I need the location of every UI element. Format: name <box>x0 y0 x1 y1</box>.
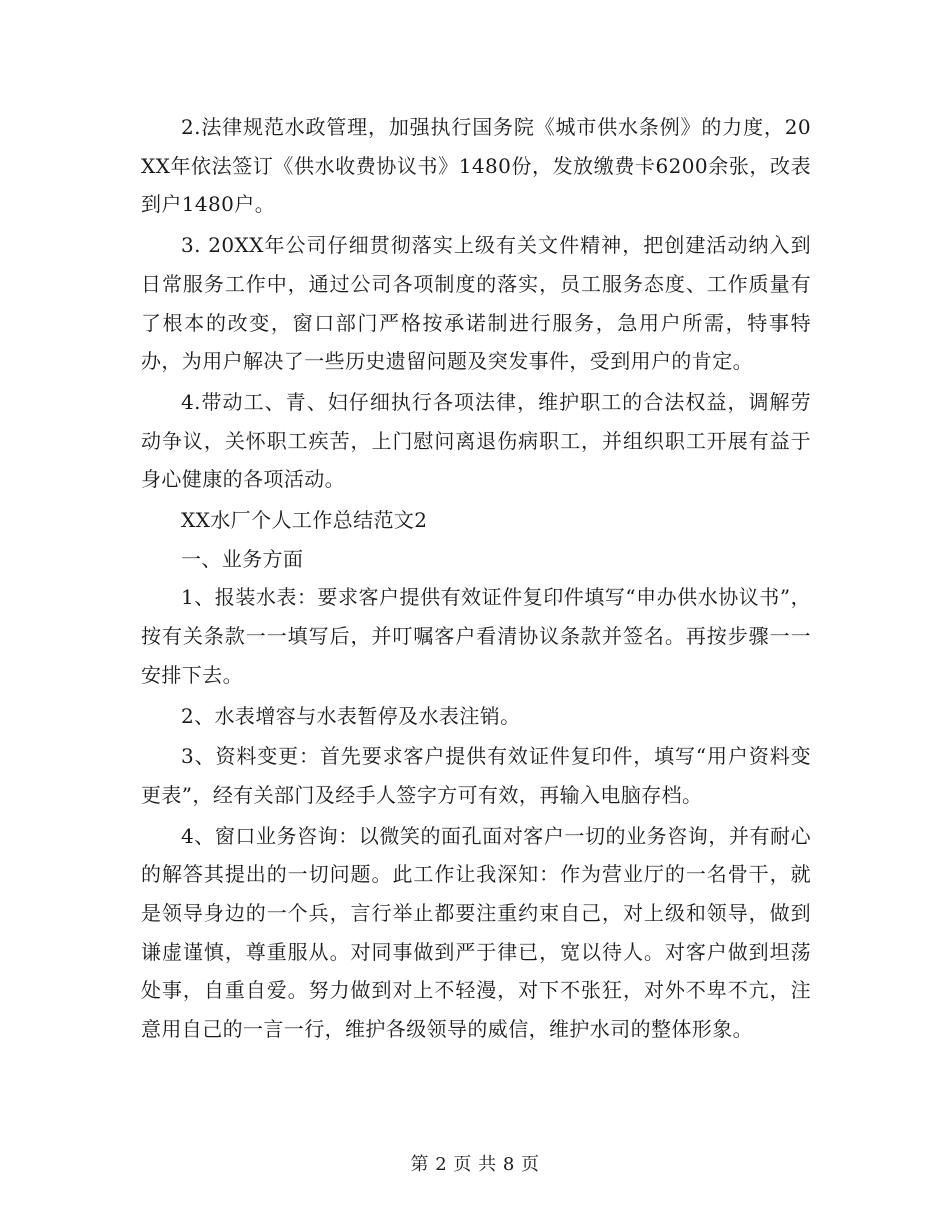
page-number-footer: 第 2 页 共 8 页 <box>410 1154 540 1175</box>
section-title: XX水厂个人工作总结范文2 <box>181 508 428 533</box>
paragraph-meter-changes: 2、水表增容与水表暂停及水表注销。 <box>181 703 521 728</box>
subsection-title-business: 一、业务方面 <box>181 546 304 571</box>
paragraph-window-consulting: 4、窗口业务咨询：以微笑的面孔面对客户一切的业务咨询，并有耐心的解答其提出的一切问题。此工作让我深知：作为营业厅的一名骨干，就是领导身边的一个兵，言行举止都要注重约束自己，对上级和领导，做到谦虚谨慎，尊重服从。对同事做到严于律已，宽以待人。对客户做到坦荡处事，自重自爱。努力做到对上不轻漫，对下不张狂，对外不卑不亢，注意用自己的一言一行，维护各级领导的威信，维护水司的整体形象。 <box>141 823 811 1042</box>
paragraph-union-activities: 4.带动工、青、妇仔细执行各项法律，维护职工的合法权益，调解劳动争议，关怀职工疾苦，上门慰问离退伤病职工，并组织职工开展有益于身心健康的各项活动。 <box>141 389 811 492</box>
paragraph-service-standards: 3. 20XX年公司仔细贯彻落实上级有关文件精神，把创建活动纳入到日常服务工作中，通过公司各项制度的落实，员工服务态度、工作质量有了根本的改变，窗口部门严格按承诺制进行服务，急用户所需，特事特办，为用户解决了一些历史遗留问题及突发事件，受到用户的肯定。 <box>141 233 811 374</box>
paragraph-data-change: 3、资料变更：首先要求客户提供有效证件复印件，填写“用户资料变更表”，经有关部门及经手人签字方可有效，再输入电脑存档。 <box>141 744 811 807</box>
paragraph-meter-installation: 1、报装水表：要求客户提供有效证件复印件填写“申办供水协议书”，按有关条款一一填写后，并叮嘱客户看清协议条款并签名。再按步骤一一安排下去。 <box>141 585 811 687</box>
paragraph-water-regulation: 2.法律规范水政管理，加强执行国务院《城市供水条例》的力度，20XX年依法签订《供水收费协议书》1480份，发放缴费卡6200余张，改表到户1480户。 <box>141 115 811 217</box>
document-body <box>141 108 811 1051</box>
